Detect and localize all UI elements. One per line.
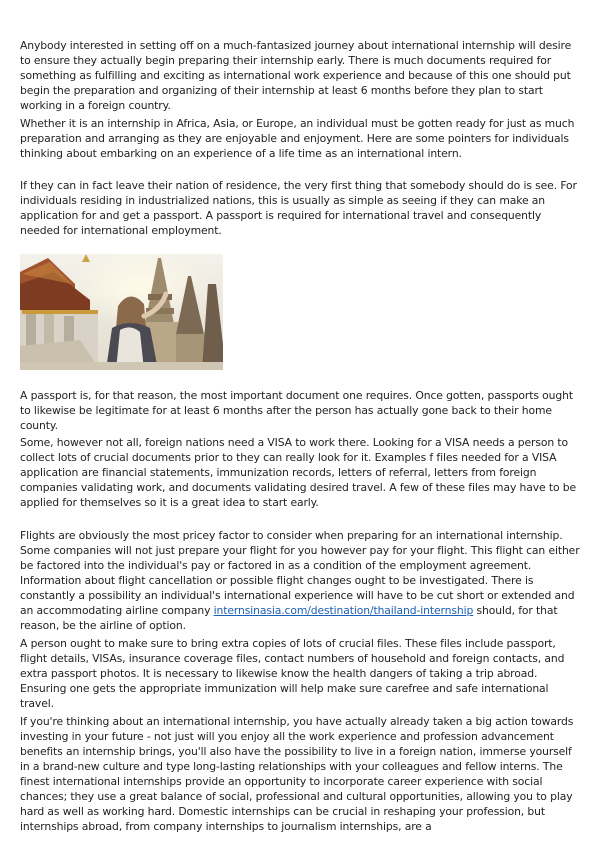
- paragraph-passport: A passport is, for that reason, the most important document one requires. Once gotten, passports ought to likewise be legitimate for at least 6 months after the person has actually gone back to their home county.: [20, 389, 573, 432]
- paragraph-flights: [20, 528, 582, 633]
- flights-text-before: Flights are obviously the most pricey factor to consider when preparing for an international internship. Some companies will not just prepare your flight for you however pay for your flight. This flight can either be factored into the individual's pay or factored in as a condition of the employment agreement. Information about flight cancellation or possible flight changes ought to be investigated. There is constantly a possibility an individual's international experience will have to be cut short or extended and an accommodating airline company: [20, 529, 580, 617]
- internship-link[interactable]: internsinasia.com/destination/thailand-internship: [213, 604, 474, 617]
- flights-text-after: should, for that reason, be the airline of option.: [20, 604, 558, 632]
- paragraph-benefits: If you're thinking about an international internship, you have actually already taken a big action towards investing in your future - not just will you enjoy all the work experience and profession advancement benefits an internship brings, you'll also have the possibility to live in a foreign nation, immerse yourself in a brand-new culture and type long-lasting relationships with your colleagues and fellow interns. The finest international internships provide an opportunity to incorporate career experience with social chances; they use a great balance of social, professional and cultural opportunities, allowing you to play hard as well as working hard. Domestic internships can be crucial in reshaping your profession, but internships abroad, from company internships to journalism internships, are a: [20, 715, 574, 833]
- paragraph-visa: Some, however not all, foreign nations need a VISA to work there. Looking for a VISA needs a person to collect lots of crucial documents prior to they can really look for it. Examples f files needed for a VISA application are financial statements, immunization records, letters of referral, letters from foreign companies validating work, and documents validating desired travel. A few of these files may have to be applied for themselves so it is a great idea to start early.: [20, 436, 577, 509]
- paragraph-intro: Anybody interested in setting off on a much-fantasized journey about international internship will desire to ensure they actually begin preparing their internship early. There is much documents required for something as fulfilling and exciting as international work experience and because of this one should put begin the preparation and organizing of their internship at least 6 months before they plan to start working in a foreign country.: [20, 39, 572, 112]
- paragraph-preparation: Whether it is an internship in Africa, Asia, or Europe, an individual must be gotten ready for just as much preparation and arranging as they are enjoyable and enjoyment. Here are some pointers for individuals thinking about embarking on an experience of a life time as an international intern.: [20, 117, 575, 160]
- paragraph-documents: A person ought to make sure to bring extra copies of lots of crucial files. These files include passport, flight details, VISAs, insurance coverage files, contact numbers of household and foreign contacts, and extra passport photos. It is necessary to likewise know the health dangers of taking a trip abroad. Ensuring one gets the appropriate immunization will help make sure carefree and safe international travel.: [20, 637, 565, 710]
- paragraph-residence: If they can in fact leave their nation of residence, the very first thing that somebody should do is see. For individuals residing in industrialized nations, this is usually as simple as seeing if they can make an application for and get a passport. A passport is required for international travel and consequently needed for international employment.: [20, 179, 577, 237]
- temple-traveler-photo: [20, 254, 223, 370]
